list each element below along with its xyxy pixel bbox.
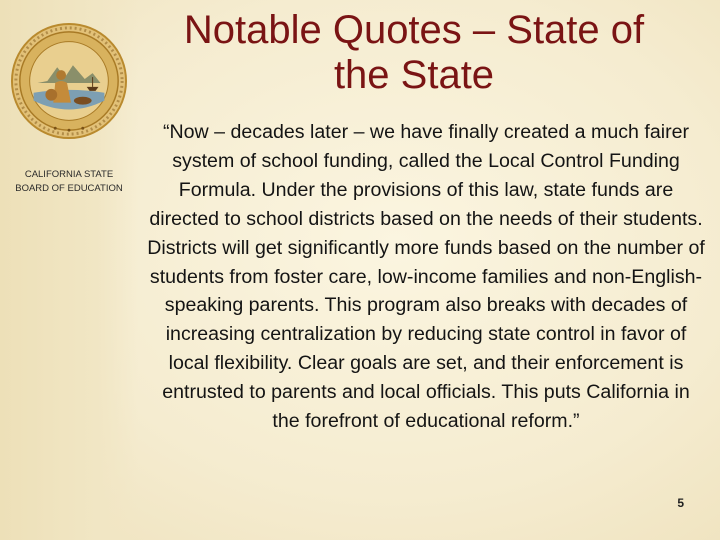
california-state-seal-icon [10, 22, 128, 140]
org-name-line1: CALIFORNIA STATE [24, 169, 114, 180]
org-name-line2: BOARD OF EDUCATION [15, 183, 123, 194]
slide-title-line1: Notable Quotes – State of [183, 8, 645, 52]
quote-text: “Now – decades later – we have finally created a much fairer system of school funding, called the Local Control Funding Formula. Under the provisions of this law, state funds are directed to school districts based on the needs of their students. Districts will get significantly more funds based on the number of students from foster care, low-income families and non-English-speaking parents. This program also breaks with decades of increasing centralization by reducing state control in favor of local flexibility. Clear goals are set, and their enforcement is entrusted to parents and local officials. This puts California in the forefront of educational reform.” [147, 121, 705, 433]
slide-title [150, 8, 678, 98]
slide-title-line2: the State [333, 53, 495, 97]
sidebar [0, 0, 138, 540]
page-number: 5 [677, 496, 684, 510]
org-name [0, 168, 138, 196]
